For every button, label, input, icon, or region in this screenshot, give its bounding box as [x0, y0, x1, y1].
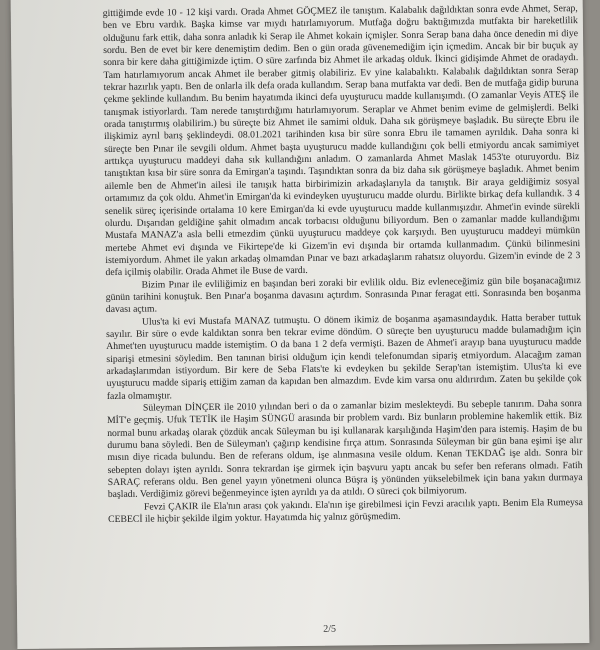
document-page	[11, 0, 590, 649]
paragraph: gittiğimde evde 10 - 12 kişi vardı. Orada Ahmet GÖÇMEZ ile tanıştım. Kalabalık dağıldıktan sonra evde Ahmet, Serap, ben ve Ebru vardık. Başka kimse var mıydı hatırlamıyorum. Mutfağa doğru baktığımızda mutfakta bir hareketlilik olduğunu fark ettik, daha sonra anladık ki Serap ile Ahmet kokain içmişler. Sonra Serap bana daha önce denedin mi diye sordu. Ben de evet bir kere denemiştim dedim. Ben o gün orada güvenemediğim için içmedim. Ancak bir bir buçuk ay sonra bir kere daha gittiğimizde içtim. O süre zarfında biz Ahmet ile arkadaş olduk. İkinci gidişimde Ahmet de oradaydı. Tam hatırlamıyorum ancak Ahmet ile beraber gitmiş olabiliriz. Ev yine kalabalıktı. Kalabalık dağıldıktan sonra Serap tekrar hazırlık yaptı. Ben de onlarla ilk defa orada kullandım. Serap bana mutfakta var dedi. Ben de mutfağa gidip buruna çekme şeklinde kullandım. Bu benim hayatımda ikinci defa uyuşturucu madde kullanışımdı. (O zamanlar Veyis ATEŞ ile tanışmak istiyorlardı. Tam nerede tanıştırdığımı hatırlamıyorum. Seraplar ve Ahmet benim evime de gelmişlerdi. Belki orada tanıştırmış olabilirim.) bu süreçte biz Ahmet ile samimi olduk. Daha sık görüşmeye başladık. Bu süreçte Ebru ile ilişkimiz ayrıl barış şeklindeydi. 08.01.2021 tarihinden kısa bir süre sonra Ebru ile tamamen ayrıldık. Daha sonra ki süreçte ben Pınar ile sevgili oldum. Ahmet başta uyuşturucu madde kullandığını çok belli etmiyordu ancak samimiyet arttıkça uyuşturucu maddeyi daha sık kullandığını anladım. O zamanlarda Ahmet Maslak 1453'te oturuyordu. Biz tanıştıktan kısa bir süre sonra da Emirgan'a taşındı. Taşındıktan sonra da biz daha sık görüşmeye başladık. Ahmet benim ailemle ben de Ahmet'in ailesi ile tanışık hatta birbirimizin arkadaşlarıyla da tanıştık. Bir araya geldiğimiz sosyal ortamımız da çok oldu. Ahmet'in Emirgan'da ki evindeyken uyuşturucu madde olurdu. Birlikte birkaç defa kullandık. 3 4 senelik süreç içerisinde ortalama 10 kere Emirgan'da ki evde uyuşturucu madde kullanmışızdır. Ahmet'in evinde sürekli olurdu. Dışarıdan geldiğine şahit olmadım ancak torbacısı olduğunu biliyordum. Ben o zamanlar madde kullandığımı Mustafa MANAZ'a asla belli etmezdim çünkü uyuşturucu maddeye çok karşıydı. Ben uyuşturucu maddeyi mümkün mertebe Ahmet evi dışında ve Fikirtepe'de ki Gizem'in evi dışında bir ortamda kullanmadım. Çünkü bilinmesini istemiyordum. Ahmet ile yakın arkadaş olmamdan Pınar ve bazı arkadaşlarım rahatsız oluyordu. Gizem'in evinde de 2 3 defa içilmiş olabilir. Orada Ahmet ile Buse de vardı.	[102, 3, 581, 279]
paragraph: Fevzi ÇAKIR ile Ela'nın arası çok yakındı. Ela'nın işe girebilmesi için Fevzi aracılık yaptı. Benim Ela Rumeysa CEBECİ ile hiçbir şekilde ilgim yoktur. Hayatımda hiç yalnız görüşmedim.	[108, 496, 583, 526]
paragraph: Süleyman DİNÇER ile 2010 yılından beri o da o zamanlar bizim meslekteydi. Bu sebeple tanırım. Daha sonra MİT'e geçmiş. Ufuk TETİK ile Haşim SÜNGÜ arasında bir problem vardı. Biz bunların problemine hakemlik ettik. Biz normal bunu arkadaş olarak çözdük ancak Süleyman bu işi kullanarak karşılığında Haşim'den para istemiş. Haşim de bu durumu bana söyledi. Ben de Süleyman'ı çağırıp kendisine fırça attım. Sonrasında Süleyman bir gün bana eşimi işe alır mısın diye ricada bulundu. Ben de referans oldum, işe alınmasına vesile oldum. Kenan TEKDAĞ işe aldı. Sonra bir sebepten dolayı işten ayrıldı. Sonra tekrardan işe girmek için başvuru yaptı ancak bu sefer ben referans olmadı. Fatih SARAÇ referans oldu. Ben genel yayın yönetmeni olunca Büşra iş yönünden yükselebilmek için bana yakın durmaya başladı. Verdiğimiz görevi beğenmeyince işten ayrıldı ya da atıldı. O süreci çok bilmiyorum.	[106, 398, 583, 501]
page-number: 2/5	[323, 623, 337, 635]
paragraph: Ulus'ta ki evi Mustafa MANAZ tutmuştu. O dönem ikimiz de boşanma aşamasındaydık. Hatta beraber tuttuk sayılır. Bir süre o evde kaldıktan sonra ben tekrar evime döndüm. O süreçte ben uyuşturucu madde bulamadığım için Ahmet'ten uyuşturucu madde istemiştim. O da bana 1 2 defa vermişti. Bazen de Ahmet'i arayıp bana uyuşturucu madde siparişi etmesini söyledim. Ben tanınan birisi olduğum için kendi telefonumdan sipariş etmiyordum. Alacağım zaman arkadaşlarımdan istiyordum. Bir kere de Seba Flats'te ki evdeyken bu şekilde Serap'tan istemiştim. Ulus'ta ki eve uyuşturucu madde sipariş ettiğim zaman da kapıdan ben almazdım. Evde kim varsa onu aldırırdım. Zaten bu şekilde çok fazla olmamıştır.	[106, 311, 582, 402]
statement-text	[103, 3, 583, 526]
paragraph: Bizim Pınar ile evliliğimiz en başından beri zoraki bir evlilik oldu. Biz evleneceğimiz gün bile boşanacağımız günün tarihini konuştuk. Ben Pınar'a boşanma davasını açtırdım. Sonrasında Pınar feragat etti. Sonrasında ben boşanma davası açtım.	[105, 274, 581, 316]
